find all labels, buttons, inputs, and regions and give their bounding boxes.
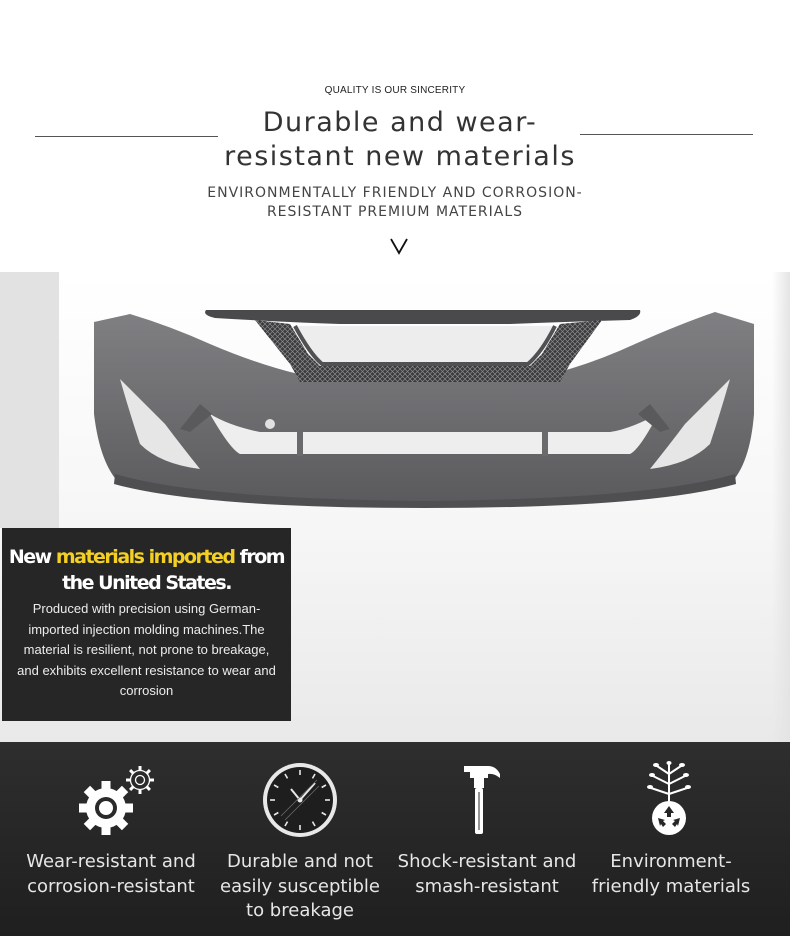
feature-durable (210, 742, 390, 936)
title-rule-right (580, 134, 753, 135)
headline-highlight: materials imported (55, 546, 235, 568)
hammer-icon (462, 760, 502, 838)
feature-wear-resistant (20, 742, 202, 936)
feature-label: Environment-friendly materials (591, 851, 751, 897)
clock-icon (261, 761, 339, 839)
product-showcase (0, 272, 790, 742)
feature-label: Shock-resistant and smash-resistant (397, 851, 577, 897)
edge-shade (772, 272, 790, 742)
info-callout (2, 528, 291, 721)
gears-icon (76, 764, 158, 838)
feature-shock-resistant (396, 742, 578, 936)
chevron-down-icon (388, 236, 410, 256)
headline-lead: New (8, 546, 51, 568)
feature-eco-friendly (580, 742, 762, 936)
features-strip (0, 742, 790, 936)
bumper-image (90, 304, 760, 509)
section-kicker: QUALITY IS OUR SINCERITY (324, 85, 466, 96)
feature-label: Wear-resistant and corrosion-resistant (26, 851, 196, 897)
section-subtitle: ENVIRONMENTALLY FRIENDLY AND CORROSION-RESISTANT PREMIUM MATERIALS (207, 185, 583, 220)
info-headline (2, 544, 291, 596)
info-body: Produced with precision using German-imported injection molding machines.The material is resilient, not prone to breakage, and exhibits excellent resistance to wear and corrosion (17, 601, 276, 699)
feature-label: Durable and not easily susceptible to breakage (220, 851, 380, 921)
headline-tail: from the United States. (62, 546, 285, 594)
section-title: Durable and wear-resistant new materials (224, 107, 576, 172)
recycle-tree-icon (641, 760, 697, 836)
title-rule-left (35, 136, 218, 137)
side-accent-band (0, 272, 59, 528)
